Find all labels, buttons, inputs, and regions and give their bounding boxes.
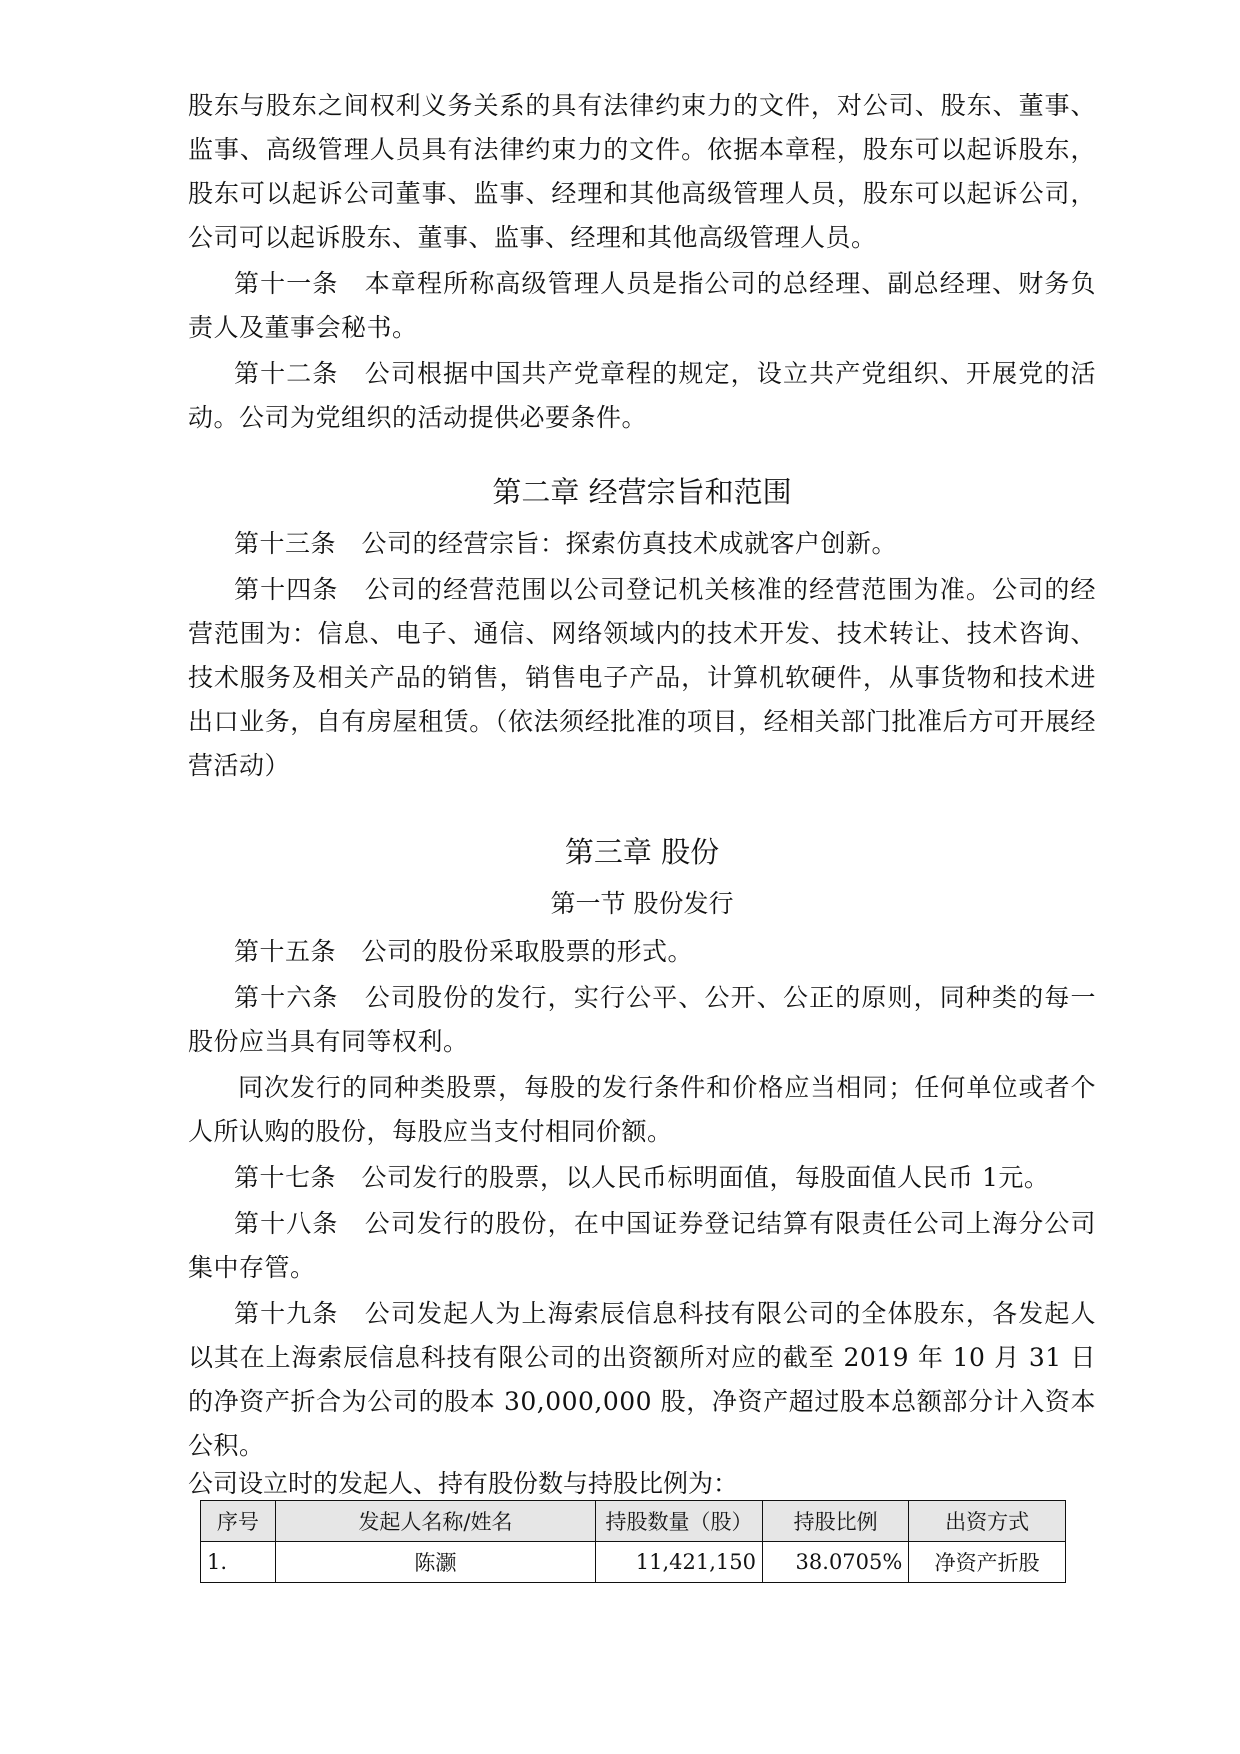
cell-name: 陈灏 xyxy=(275,1542,595,1583)
article-14: 第十四条 公司的经营范围以公司登记机关核准的经营范围为准。公司的经营范围为：信息、电子、通信、网络领域内的技术开发、技术转让、技术咨询、技术服务及相关产品的销售，销售电子产品，计算机软硬件，从事货物和技术进出口业务，自有房屋租赁。（依法须经批准的项目，经相关部门批准后方可开展经营活动） xyxy=(188,575,1096,780)
paragraph-intro: 股东与股东之间权利义务关系的具有法律约束力的文件，对公司、股东、董事、监事、高级管理人员具有法律约束力的文件。依据本章程，股东可以起诉股东，股东可以起诉公司董事、监事、经理和其他高级管理人员，股东可以起诉公司，公司可以起诉股东、董事、监事、经理和其他高级管理人员。 xyxy=(188,91,1096,252)
table-row xyxy=(201,1542,1066,1583)
article-17: 第十七条 公司发行的股票，以人民币标明面值，每股面值人民币 1元。 xyxy=(234,1163,1050,1192)
header-ratio: 持股比例 xyxy=(762,1501,908,1542)
chapter-3-heading: 第三章 股份 xyxy=(564,835,720,869)
article-18: 第十八条 公司发行的股份，在中国证券登记结算有限责任公司上海分公司集中存管。 xyxy=(188,1209,1096,1282)
article-12: 第十二条 公司根据中国共产党章程的规定，设立共产党组织、开展党的活动。公司为党组织的活动提供必要条件。 xyxy=(188,359,1096,432)
article-19: 第十九条 公司发起人为上海索辰信息科技有限公司的全体股东，各发起人以其在上海索辰信息科技有限公司的出资额所对应的截至 2019 年 10 月 31 日的净资产折合为公司的股本 30,000,000 股，净资产超过股本总额部分计入资本公积。 xyxy=(188,1299,1096,1460)
cell-serial: 1. xyxy=(201,1542,276,1583)
section-1-heading: 第一节 股份发行 xyxy=(550,889,734,918)
shareholders-table xyxy=(200,1500,1066,1583)
document-body xyxy=(188,84,1096,1583)
article-11: 第十一条 本章程所称高级管理人员是指公司的总经理、副总经理、财务负责人及董事会秘书。 xyxy=(188,269,1096,342)
chapter-2-heading: 第二章 经营宗旨和范围 xyxy=(492,475,792,509)
header-name: 发起人名称/姓名 xyxy=(275,1501,595,1542)
header-shares: 持股数量（股） xyxy=(596,1501,763,1542)
article-13: 第十三条 公司的经营宗旨：探索仿真技术成就客户创新。 xyxy=(234,529,898,558)
header-method: 出资方式 xyxy=(909,1501,1066,1542)
cell-ratio: 38.0705% xyxy=(762,1542,908,1583)
article-15: 第十五条 公司的股份采取股票的形式。 xyxy=(234,937,694,966)
cell-method: 净资产折股 xyxy=(909,1542,1066,1583)
header-serial: 序号 xyxy=(201,1501,276,1542)
cell-shares: 11,421,150 xyxy=(596,1542,763,1583)
article-16-paragraph-2: 同次发行的同种类股票，每股的发行条件和价格应当相同；任何单位或者个人所认购的股份，每股应当支付相同价额。 xyxy=(188,1073,1096,1146)
article-16: 第十六条 公司股份的发行，实行公平、公开、公正的原则，同种类的每一股份应当具有同等权利。 xyxy=(188,983,1096,1056)
table-caption: 公司设立时的发起人、持有股份数与持股比例为： xyxy=(188,1469,739,1498)
table-header-row xyxy=(201,1501,1066,1542)
